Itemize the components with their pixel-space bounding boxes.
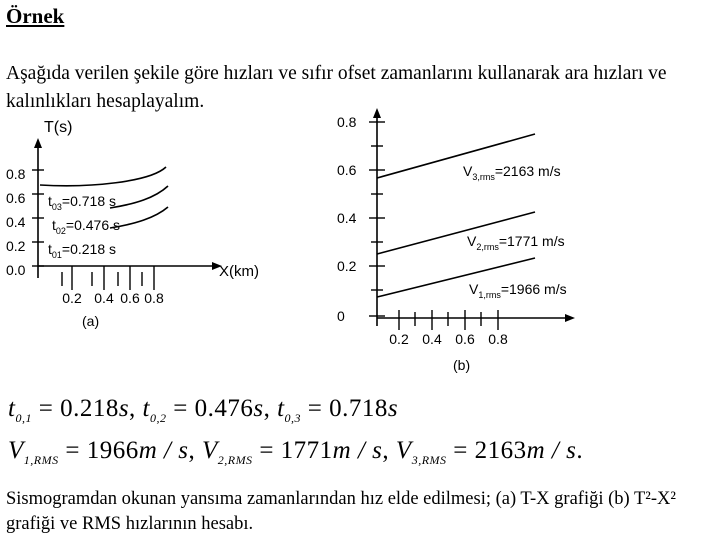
- figure-b-ytick-label: 0.8: [337, 114, 357, 130]
- figure-caption-text: Sismogramdan okunan yansıma zamanlarından hız elde edilmesi; (a) T-X grafiği (b) T²-X² grafiği ve RMS hızlarının hesabı.: [6, 489, 676, 534]
- figure-b-xtick-label: 0.4: [422, 331, 442, 347]
- figure-a-caption: (a): [82, 313, 100, 329]
- equation-term: $V_{1,RMS} = 1966m / s$,: [8, 437, 202, 467]
- figure-a-ytick-label: 0.2: [6, 238, 26, 254]
- figure-a-ytick-label: 0.8: [6, 166, 26, 182]
- figure-b-xtick-label: 0.2: [389, 331, 409, 347]
- figure-a-xtick-label: 0.8: [144, 290, 164, 306]
- figure-b-xtick-label: 0.6: [455, 331, 475, 347]
- equation-term: $t_{0,3} = 0.718s$: [277, 395, 399, 425]
- figure-a-time-label: $t_{01}=0.218$ s: [48, 241, 117, 260]
- intro-text: Aşağıda verilen şekile göre hızları ve sıfır ofset zamanlarını kullanarak ara hızları ve kalınlıkları hesaplayalım.: [6, 63, 667, 112]
- figure-b-ytick-label: 0.2: [337, 258, 357, 274]
- figure-a-xtick-label: 0.6: [120, 290, 140, 306]
- figure-b-velocity-label: $V_{2,rms}=1771$ m/s: [467, 233, 565, 252]
- figure-b-xtick-label: 0.8: [488, 331, 508, 347]
- figure-a-xlabel: X(km): [219, 263, 259, 280]
- figure-a-time-label: $t_{02}=0.476$ s: [52, 217, 121, 236]
- figure-a-ytick-label: 0.4: [6, 214, 26, 230]
- zero-offset-times-equation: [8, 395, 398, 426]
- figure-b-ytick-label: 0.4: [337, 210, 357, 226]
- equation-term: $t_{0,2} = 0.476s$,: [142, 395, 278, 425]
- equation-term: $V_{2,RMS} = 1771m / s$,: [201, 437, 396, 467]
- rms-velocities-equation: [8, 437, 583, 468]
- figure-a-tx-graph: [0, 112, 259, 337]
- figure-a-xtick-label: 0.4: [94, 290, 114, 306]
- figure-b-caption: (b): [453, 357, 471, 373]
- figure-a-ytick-label: 0.0: [6, 262, 26, 278]
- page-title: Örnek: [6, 4, 65, 28]
- figure-a-xtick-label: 0.2: [62, 290, 82, 306]
- figure-b-velocity-label: $V_{1,rms}=1966$ m/s: [469, 281, 567, 300]
- figure-b-ytick-label: 0.6: [337, 162, 357, 178]
- figure-b-ytick-label: 0: [337, 308, 345, 324]
- figure-b-t2x2-graph: [335, 104, 595, 380]
- figure-a-time-label: $t_{03}=0.718$ s: [48, 193, 117, 212]
- equation-term: $t_{0,1} = 0.218s$,: [8, 395, 143, 425]
- figure-b-velocity-label: $V_{3,rms}=2163$ m/s: [463, 163, 561, 182]
- figure-a-ytick-label: 0.6: [6, 190, 26, 206]
- figure-a-ylabel: T(s): [44, 119, 73, 136]
- equation-term: $V_{3,RMS} = 2163m / s$.: [395, 437, 584, 467]
